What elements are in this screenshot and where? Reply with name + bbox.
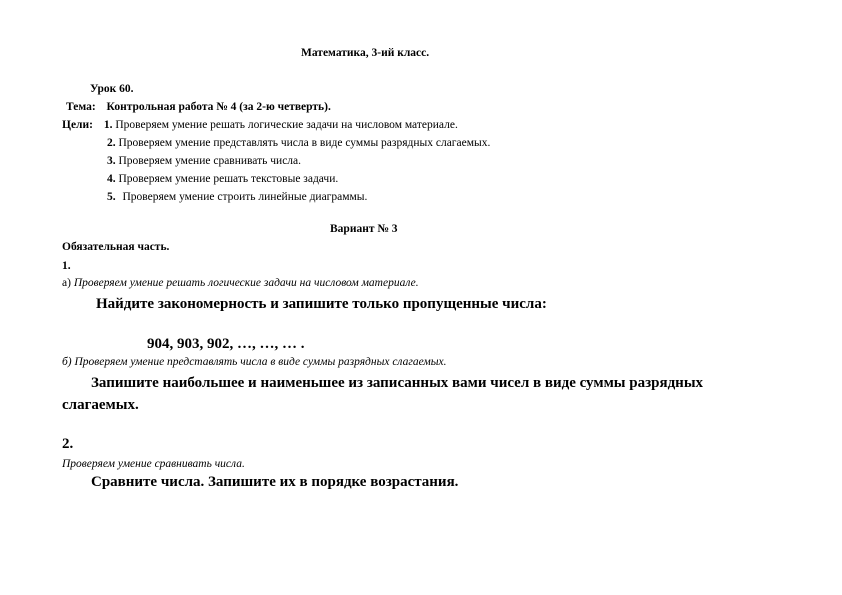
goal-number: 4.: [107, 173, 116, 185]
task-1-number: 1.: [62, 260, 71, 272]
goal-text: Проверяем умение строить линейные диаграммы.: [122, 191, 368, 203]
topic-text: Контрольная работа № 4 (за 2-ю четверть).: [106, 101, 331, 113]
task-2-number: 2.: [62, 436, 74, 452]
mandatory-part-heading: Обязательная часть.: [62, 241, 170, 253]
goal-number: 2.: [107, 137, 116, 149]
goal-number: 3.: [107, 155, 116, 167]
goal-text: Проверяем умение решать текстовые задачи.: [118, 173, 339, 185]
goal-row-5: [107, 192, 367, 204]
topic-label: Тема:: [66, 101, 96, 113]
task-2-goal: Проверяем умение сравнивать числа.: [62, 458, 245, 470]
goal-text: Проверяем умение решать логические задачи на числовом материале.: [115, 119, 458, 131]
goal-row-3: [107, 156, 301, 168]
task-1b-goal: б) Проверяем умение представлять числа в виде суммы разрядных слагаемых.: [62, 356, 447, 368]
number-sequence: 904, 903, 902, …, …, … .: [147, 336, 305, 352]
task-1a-label: а): [62, 277, 71, 289]
variant-heading: Вариант № 3: [330, 223, 398, 235]
lesson-topic-row: [66, 102, 331, 114]
task-1b-instruction-line-1: Запишите наибольшее и наименьшее из записанных вами чисел в виде суммы разрядных: [91, 375, 704, 391]
goal-row-1: [62, 120, 458, 132]
goal-number: 5.: [107, 191, 116, 203]
lesson-number: Урок 60.: [90, 83, 134, 95]
goals-label: Цели:: [62, 119, 93, 131]
task-1a-goal: [62, 278, 419, 290]
task-1b-instruction-line-2: слагаемых.: [62, 397, 139, 413]
goal-number: 1.: [103, 119, 113, 131]
goal-text: Проверяем умение представлять числа в виде суммы разрядных слагаемых.: [118, 137, 491, 149]
task-1a-goal-text: Проверяем умение решать логические задачи на числовом материале.: [73, 277, 419, 289]
goal-row-4: [107, 174, 338, 186]
goal-row-2: [107, 138, 490, 150]
task-1a-instruction: Найдите закономерность и запишите только пропущенные числа:: [96, 296, 547, 312]
goal-text: Проверяем умение сравнивать числа.: [118, 155, 302, 167]
page-title: Математика, 3-ий класс.: [301, 47, 430, 59]
task-2-instruction: Сравните числа. Запишите их в порядке возрастания.: [91, 474, 459, 490]
